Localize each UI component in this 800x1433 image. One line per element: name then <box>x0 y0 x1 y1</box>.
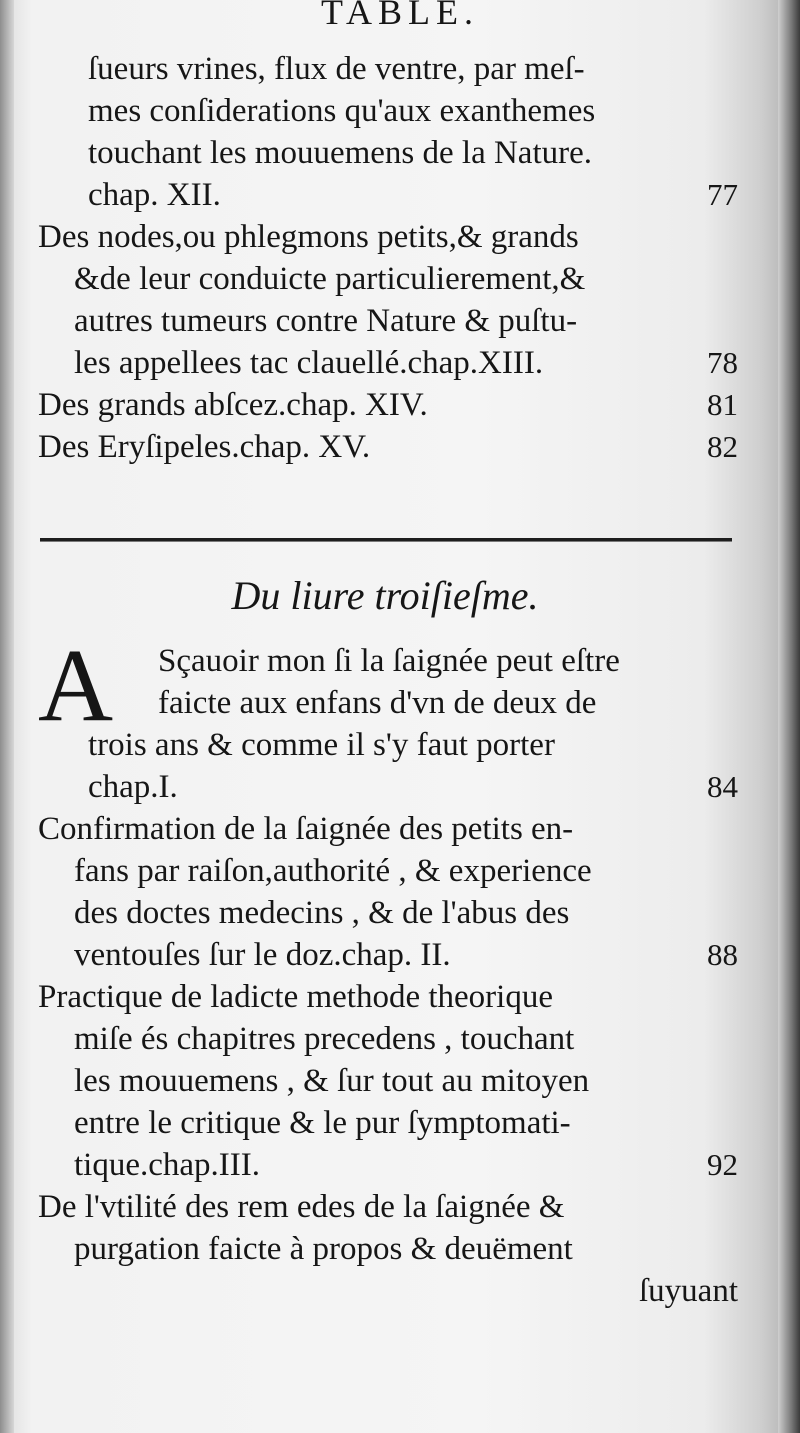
page-edge-shadow <box>778 0 800 1433</box>
toc-entry-line: purgation faicte à propos & deuëment <box>74 1231 573 1267</box>
toc-entry-chap-3 <box>38 976 738 1186</box>
toc-entry-line: autres tumeurs contre Nature & puſtu- <box>74 303 578 339</box>
toc-entry-line: fans par raiſon,authorité , & experience <box>74 853 592 889</box>
section-divider <box>40 538 732 542</box>
toc-entry-chap-14 <box>38 384 738 426</box>
toc-entry-line: les mouuemens , & ſur tout au mitoyen <box>74 1063 590 1099</box>
running-head: TABLE. <box>320 0 480 32</box>
toc-entry-line: Sçauoir mon ſi la ſaignée peut eſtre <box>158 643 620 679</box>
toc-entry-line: les appellees tac clauellé.chap.XIII. <box>74 345 544 381</box>
toc-entry-chap-13 <box>38 216 738 384</box>
toc-entry-line: Practique de ladicte methode theorique <box>38 979 553 1015</box>
toc-entry-chap-2 <box>38 808 738 976</box>
page-number: 88 <box>707 937 738 972</box>
toc-entry-line: faicte aux enfans d'vn de deux de <box>158 685 597 721</box>
toc-entry-chap-15 <box>38 426 738 468</box>
toc-book2 <box>38 48 738 468</box>
page-number: 78 <box>707 345 738 380</box>
toc-entry-line: ſueurs vrines, flux de ventre, par meſ- <box>88 51 585 87</box>
toc-entry-line: trois ans & comme il s'y faut porter <box>88 727 555 763</box>
toc-book3 <box>38 628 738 1312</box>
drop-cap-initial: A <box>38 628 114 743</box>
toc-entry-chap-12 <box>38 48 738 216</box>
page-number: 84 <box>707 769 738 804</box>
toc-entry-line: chap. XII. <box>88 177 221 213</box>
toc-entry-line: De l'vtilité des rem edes de la ſaignée & <box>38 1189 565 1225</box>
toc-entry-line: entre le critique & le pur ſymptomati- <box>74 1105 571 1141</box>
toc-entry-chap-1 <box>38 628 738 808</box>
toc-entry-line: mes conſiderations qu'aux exanthemes <box>88 93 596 129</box>
page-number: 92 <box>707 1147 738 1182</box>
page-gutter-shadow <box>0 0 14 1433</box>
toc-entry-chap-4 <box>38 1186 738 1312</box>
toc-entry-line: des doctes medecins , & de l'abus des <box>74 895 570 931</box>
toc-entry-line: &de leur conduicte particulierement,& <box>74 261 586 297</box>
page-number: 82 <box>707 429 738 464</box>
page-number: 77 <box>707 177 738 212</box>
toc-entry-line: chap.I. <box>88 769 178 805</box>
toc-entry-line: ventouſes ſur le doz.chap. II. <box>74 937 451 973</box>
toc-entry-line: miſe és chapitres precedens , touchant <box>74 1021 575 1057</box>
book-heading: Du liure troiſieſme. <box>231 573 539 618</box>
page-number: 81 <box>707 387 738 422</box>
toc-entry-line: touchant les mouuemens de la Nature. <box>88 135 593 171</box>
toc-entry-line: Des grands abſcez.chap. XIV. <box>38 387 428 423</box>
toc-entry-line: Des Eryſipeles.chap. XV. <box>38 429 371 465</box>
toc-entry-line: Confirmation de la ſaignée des petits en- <box>38 811 574 847</box>
toc-entry-line: tique.chap.III. <box>74 1147 260 1183</box>
toc-entry-line: Des nodes,ou phlegmons petits,& grands <box>38 219 579 255</box>
catchword: ſuyuant <box>639 1273 738 1309</box>
